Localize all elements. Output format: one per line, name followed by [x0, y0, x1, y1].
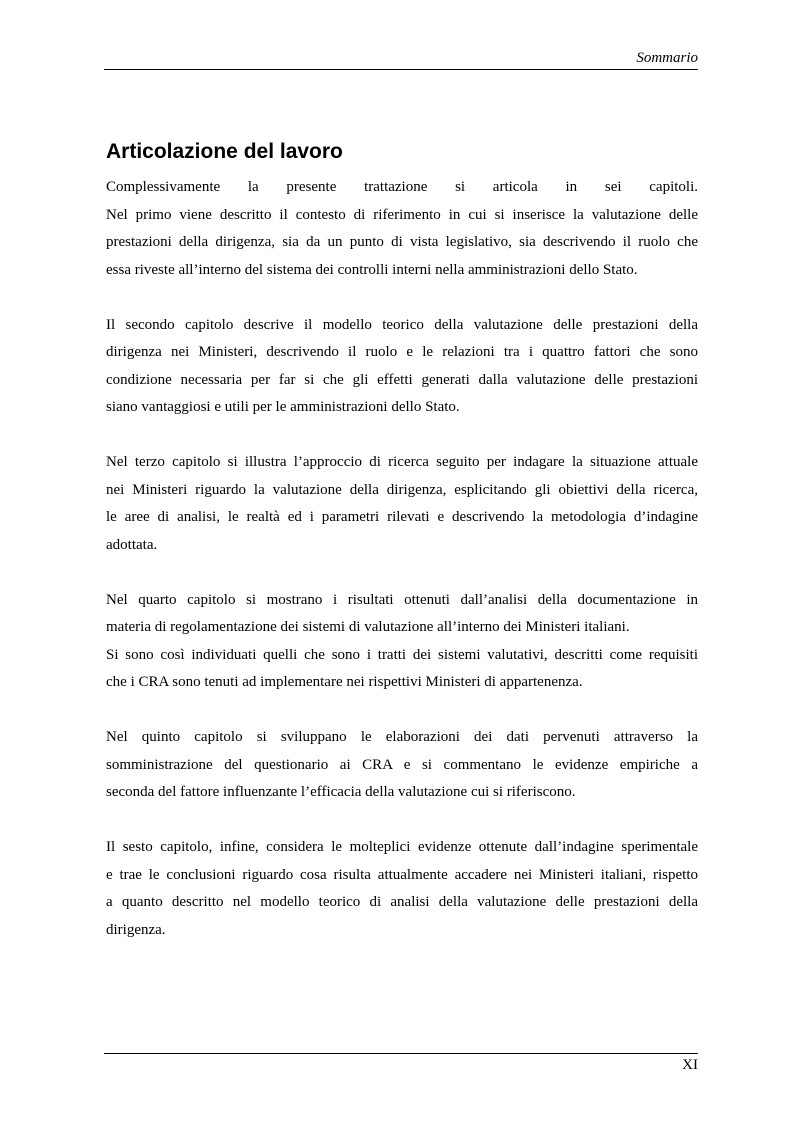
text-line: prestazioni della dirigenza, sia da un punto di vista legislativo, sia descrivendo il ruolo che — [106, 234, 698, 250]
text-line: adottata. — [106, 536, 158, 553]
running-header-title: Sommario — [636, 50, 698, 66]
paragraph-6 — [106, 834, 698, 944]
text-line: Nel primo viene descritto il contesto di riferimento in cui si inserisce la valutazione delle — [106, 206, 698, 223]
text-line: essa riveste all’interno del sistema dei controlli interni nella amministrazioni dello Stato. — [106, 261, 638, 278]
page-number: XI — [682, 1057, 698, 1073]
text-line: condizione necessaria per far si che gli effetti generati dalla valutazione delle prestazioni — [106, 371, 698, 388]
text-line: dirigenza nei Ministeri, descrivendo il ruolo e le relazioni tra i quattro fattori che sono — [106, 344, 698, 360]
text-line: siano vantaggiosi e utili per le amministrazioni dello Stato. — [106, 399, 460, 415]
text-line: Il sesto capitolo, infine, considera le molteplici evidenze ottenute dall’indagine sperimentale — [106, 839, 698, 855]
text-line: Nel terzo capitolo si illustra l’approccio di ricerca seguito per indagare la situazione attuale — [106, 454, 698, 470]
text-line: seconda del fattore influenzante l’efficacia della valutazione cui si riferiscono. — [106, 784, 576, 800]
text-line: nei Ministeri riguardo la valutazione della dirigenza, esplicitando gli obiettivi della ricerca, — [106, 481, 698, 498]
paragraph-5 — [106, 724, 698, 807]
section-heading: Articolazione del lavoro — [106, 140, 343, 163]
text-line: Si sono così individuati quelli che sono i tratti dei sistemi valutativi, descritti come requisiti — [106, 646, 698, 663]
text-line: dirigenza. — [106, 921, 166, 938]
text-line: Nel quarto capitolo si mostrano i risultati ottenuti dall’analisi della documentazione in — [106, 591, 698, 608]
text-line: Il secondo capitolo descrive il modello teorico della valutazione delle prestazioni della — [106, 316, 698, 333]
text-line: che i CRA sono tenuti ad implementare nei rispettivi Ministeri di appartenenza. — [106, 674, 583, 690]
paragraph-1 — [106, 174, 698, 284]
text-line: Nel quinto capitolo si sviluppano le elaborazioni dei dati pervenuti attraverso la — [106, 729, 698, 745]
paragraph-2 — [106, 312, 698, 422]
body-text — [106, 174, 698, 972]
header-rule — [104, 69, 698, 70]
text-line: somministrazione del questionario ai CRA e si commentano le evidenze empiriche a — [106, 756, 698, 773]
paragraph-4 — [106, 587, 698, 697]
text-line: e trae le conclusioni riguardo cosa risulta attualmente accadere nei Ministeri italiani, rispetto — [106, 866, 698, 883]
footer-rule — [104, 1053, 698, 1054]
paragraph-3 — [106, 449, 698, 559]
text-line: Complessivamente la presente trattazione si articola in sei capitoli. — [106, 179, 698, 195]
text-line: a quanto descritto nel modello teorico di analisi della valutazione delle prestazioni della — [106, 894, 698, 910]
text-line: le aree di analisi, le realtà ed i parametri rilevati e descrivendo la metodologia d’indagine — [106, 509, 698, 525]
text-line: materia di regolamentazione dei sistemi di valutazione all’interno dei Ministeri italiani. — [106, 619, 630, 635]
